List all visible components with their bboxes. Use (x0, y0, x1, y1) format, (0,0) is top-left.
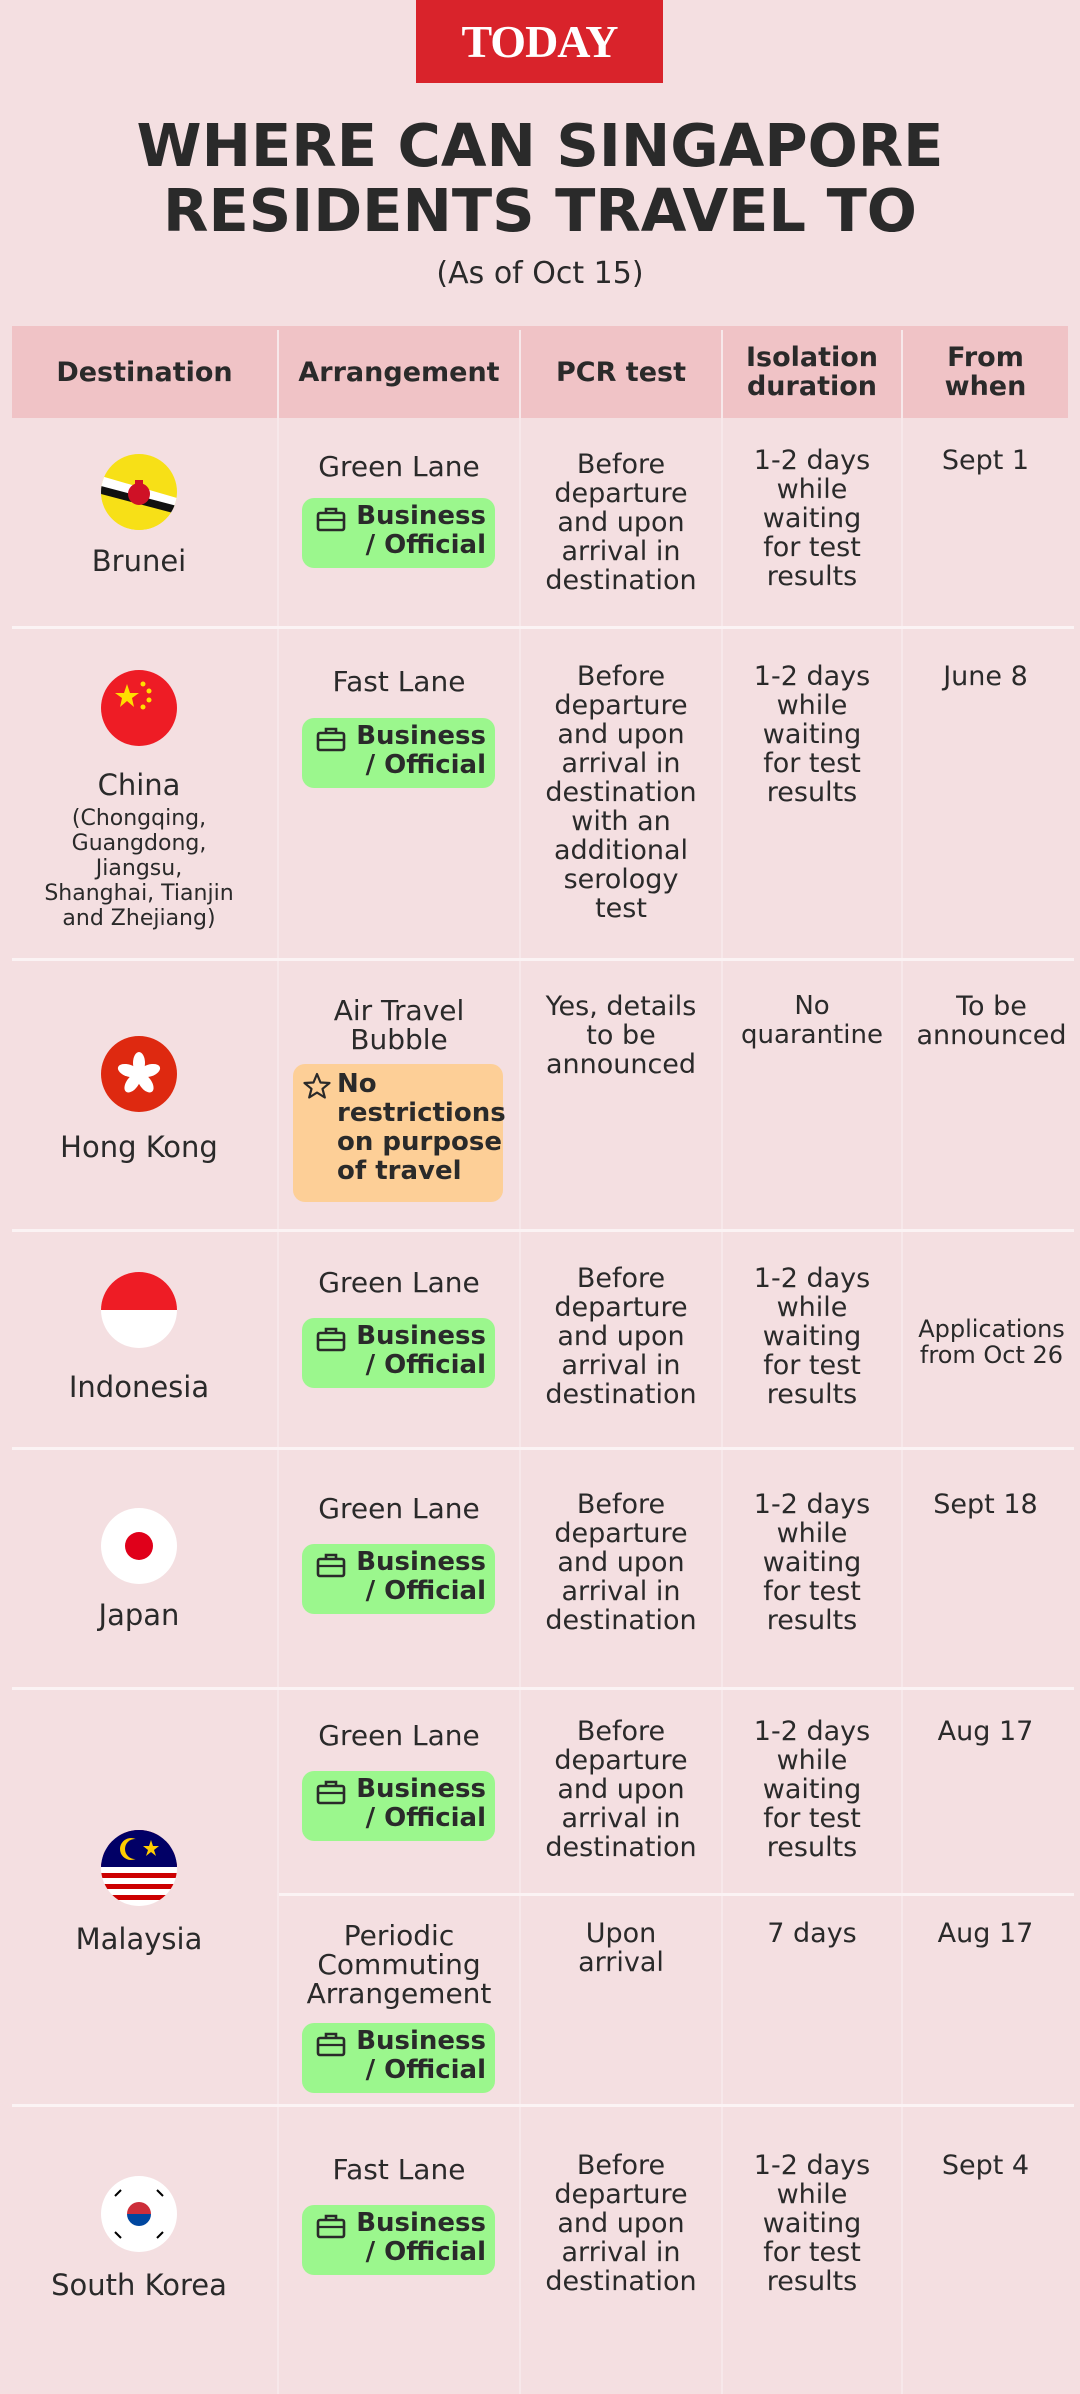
pcr-line: arrival (578, 1947, 664, 1978)
badge-text-line1: Business (356, 1321, 486, 1351)
row-divider (12, 1687, 1074, 1690)
iso-line: waiting (762, 1547, 862, 1578)
business-official-badge (302, 2023, 495, 2093)
badge-text-line1: Business (356, 721, 486, 751)
business-official-badge (302, 1318, 495, 1388)
iso-line: waiting (762, 1321, 862, 1352)
pcr-line: and upon (557, 1321, 685, 1352)
pcr-line: departure (554, 1745, 688, 1776)
pcr-line: arrival in (561, 1803, 681, 1834)
pcr-line: Before (576, 1716, 666, 1747)
isolation-text (723, 1264, 901, 1409)
iso-line: while (776, 474, 848, 505)
iso-line: waiting (762, 503, 862, 534)
china-flag-icon (101, 670, 177, 746)
from-when-text: Aug 17 (937, 1716, 1034, 1747)
pcr-test-text (521, 992, 721, 1079)
iso-line: waiting (762, 1774, 862, 1805)
arrangement-name: Green Lane (318, 1492, 480, 1525)
pcr-line: test (595, 893, 647, 924)
from-when-text (903, 1316, 1080, 1368)
briefcase-icon (316, 1779, 346, 1805)
header-isolation (723, 326, 901, 418)
pcr-line: departure (554, 1292, 688, 1323)
briefcase-icon (316, 2213, 346, 2239)
pcr-line: departure (554, 2179, 688, 2210)
badge-text-line1: Business (356, 1774, 486, 1804)
header-from-line2: when (944, 371, 1027, 402)
header-destination: Destination (56, 356, 233, 388)
page-title (0, 113, 1080, 243)
pcr-line: Before (576, 1489, 666, 1520)
column-divider (277, 330, 279, 2394)
iso-line: results (766, 561, 858, 592)
pcr-line: and upon (557, 507, 685, 538)
country-name: China (97, 768, 181, 802)
pcr-test-text (521, 1919, 721, 1977)
pcr-test-text (521, 1717, 721, 1862)
header-arrangement: Arrangement (298, 356, 500, 388)
iso-line: 1-2 days (753, 1489, 871, 1520)
briefcase-icon (316, 2031, 346, 2057)
arrangement-name: Green Lane (318, 1266, 480, 1299)
iso-line: for test (763, 1803, 861, 1834)
arrangement-line: Commuting (317, 1948, 481, 1981)
from-when-text: Sept 4 (941, 2150, 1030, 2181)
badge-text-line2: / Official (365, 2237, 486, 2267)
iso-line: results (766, 1832, 858, 1863)
southkorea-flag-icon (101, 2176, 177, 2252)
badge-text-line1: Business (356, 1547, 486, 1577)
pcr-line: arrival in (561, 1350, 681, 1381)
isolation-text (723, 1717, 901, 1862)
header-from-line1: From (947, 342, 1024, 373)
briefcase-icon (316, 1552, 346, 1578)
arrangement-name: Green Lane (318, 1719, 480, 1752)
badge-text-line: No (337, 1069, 377, 1099)
region-line: Jiangsu, (95, 856, 183, 881)
arrangement-name: Fast Lane (332, 665, 466, 698)
iso-line: 1-2 days (753, 445, 871, 476)
iso-line: 1-2 days (753, 1263, 871, 1294)
pcr-line: departure (554, 1518, 688, 1549)
badge-text-line2: / Official (365, 1803, 486, 1833)
iso-line: for test (763, 748, 861, 779)
iso-line: 1-2 days (753, 1716, 871, 1747)
pcr-line: Before (576, 661, 666, 692)
header-from-when (903, 326, 1068, 418)
badge-text-line1: Business (356, 2026, 486, 2056)
country-name: Malaysia (75, 1922, 203, 1956)
pcr-line: arrival in (561, 2237, 681, 2268)
badge-text (337, 1070, 506, 1186)
pcr-line: Yes, details (545, 991, 697, 1022)
today-logo (416, 0, 663, 83)
from-line: announced (916, 1020, 1067, 1051)
iso-line: results (766, 2266, 858, 2297)
country-name: Hong Kong (60, 1130, 218, 1164)
from-when-text: June 8 (943, 661, 1028, 692)
pcr-test-text (521, 1490, 721, 1635)
iso-line: while (776, 1518, 848, 1549)
business-official-badge (302, 1771, 495, 1841)
country-name: Japan (98, 1598, 180, 1632)
iso-line: No (794, 991, 830, 1021)
pcr-line: arrival in (561, 536, 681, 567)
pcr-line: with an (571, 806, 671, 837)
pcr-line: Before (576, 2150, 666, 2181)
header-isolation-line1: Isolation (745, 342, 879, 373)
pcr-line: and upon (557, 2208, 685, 2239)
isolation-text (723, 1490, 901, 1635)
business-official-badge (302, 2205, 495, 2275)
arrangement-line: Air Travel (333, 994, 465, 1027)
pcr-line: Before (576, 1263, 666, 1294)
badge-text-line: of travel (337, 1156, 462, 1186)
row-divider (12, 2104, 1074, 2107)
iso-line: while (776, 1292, 848, 1323)
row-divider (12, 958, 1074, 961)
from-when-text (903, 992, 1080, 1050)
pcr-line: to be (586, 1020, 656, 1051)
iso-line: while (776, 1745, 848, 1776)
pcr-line: destination (545, 777, 697, 808)
iso-line: for test (763, 1350, 861, 1381)
pcr-test-text (521, 662, 721, 923)
arrangement-line: Bubble (350, 1023, 448, 1056)
table-header (12, 326, 1068, 418)
hongkong-flag-icon (101, 1036, 177, 1112)
row-divider (12, 626, 1074, 629)
isolation-text (723, 446, 901, 591)
from-line: from Oct 26 (919, 1341, 1064, 1369)
region-line: (Chongqing, (71, 806, 207, 831)
row-divider (12, 1447, 1074, 1450)
iso-line: 1-2 days (753, 2150, 871, 2181)
isolation-text: 7 days (767, 1918, 857, 1949)
country-name: South Korea (51, 2268, 227, 2302)
iso-line: waiting (762, 2208, 862, 2239)
badge-text-line2: / Official (365, 1350, 486, 1380)
iso-line: results (766, 1379, 858, 1410)
arrangement-name: Fast Lane (332, 2153, 466, 2186)
iso-line: while (776, 690, 848, 721)
country-regions (20, 806, 258, 931)
badge-text-line1: Business (356, 2208, 486, 2238)
badge-text-line2: / Official (365, 1576, 486, 1606)
pcr-line: departure (554, 690, 688, 721)
pcr-line: Upon (585, 1918, 657, 1949)
title-line-1: WHERE CAN SINGAPORE (136, 111, 944, 180)
pcr-line: destination (545, 565, 697, 596)
logo-text: TODAY (461, 16, 618, 67)
pcr-line: destination (545, 1605, 697, 1636)
pcr-test-text (521, 450, 721, 595)
from-when-text: Sept 1 (941, 445, 1030, 476)
iso-line: for test (763, 1576, 861, 1607)
iso-line: results (766, 777, 858, 808)
pcr-line: serology (563, 864, 679, 895)
no-restrictions-badge (293, 1064, 506, 1202)
japan-flag-icon (101, 1508, 177, 1584)
isolation-text (723, 2151, 901, 2296)
row-divider (12, 1229, 1074, 1232)
pcr-test-text (521, 1264, 721, 1409)
from-line: To be (956, 991, 1027, 1022)
business-official-badge (302, 1544, 495, 1614)
indonesia-flag-icon (101, 1272, 177, 1348)
iso-line: 1-2 days (753, 661, 871, 692)
from-when-text: Aug 17 (937, 1918, 1034, 1949)
iso-line: for test (763, 2237, 861, 2268)
malaysia-flag-icon (101, 1830, 177, 1906)
title-line-2: RESIDENTS TRAVEL TO (163, 176, 917, 245)
iso-line: while (776, 2179, 848, 2210)
star-icon (303, 1072, 331, 1100)
pcr-line: announced (545, 1049, 697, 1080)
arrangement-line: Arrangement (306, 1977, 492, 2010)
region-line: and Zhejiang) (62, 906, 216, 931)
region-line: Shanghai, Tianjin (44, 881, 234, 906)
pcr-line: departure (554, 478, 688, 509)
pcr-line: arrival in (561, 1576, 681, 1607)
isolation-text (723, 662, 901, 807)
row-divider (279, 1893, 1074, 1896)
pcr-line: Before (576, 449, 666, 480)
region-line: Guangdong, (71, 831, 207, 856)
business-official-badge (302, 498, 495, 568)
iso-line: quarantine (741, 1020, 883, 1050)
briefcase-icon (316, 726, 346, 752)
briefcase-icon (316, 1326, 346, 1352)
arrangement-line: Periodic (343, 1919, 455, 1952)
from-line: Applications (918, 1315, 1065, 1343)
pcr-test-text (521, 2151, 721, 2296)
arrangement-name (279, 1921, 519, 2008)
arrangement-name: Green Lane (318, 450, 480, 483)
country-name: Brunei (91, 544, 187, 578)
business-official-badge (302, 718, 495, 788)
pcr-line: and upon (557, 1774, 685, 1805)
badge-text-line2: / Official (365, 750, 486, 780)
badge-text-line1: Business (356, 501, 486, 531)
badge-text-line: restrictions (337, 1098, 506, 1128)
pcr-line: and upon (557, 719, 685, 750)
pcr-line: destination (545, 1832, 697, 1863)
pcr-line: additional (553, 835, 689, 866)
pcr-line: destination (545, 2266, 697, 2297)
badge-text-line: on purpose (337, 1127, 502, 1157)
iso-line: waiting (762, 719, 862, 750)
header-pcr: PCR test (556, 356, 686, 388)
pcr-line: arrival in (561, 748, 681, 779)
arrangement-name (279, 996, 519, 1054)
country-name: Indonesia (68, 1370, 210, 1404)
pcr-line: destination (545, 1379, 697, 1410)
iso-line: for test (763, 532, 861, 563)
pcr-line: and upon (557, 1547, 685, 1578)
subtitle: (As of Oct 15) (436, 256, 644, 291)
isolation-text (723, 992, 901, 1050)
brunei-flag-icon (101, 454, 177, 530)
badge-text-line2: / Official (365, 2055, 486, 2085)
badge-text-line2: / Official (365, 530, 486, 560)
from-when-text: Sept 18 (933, 1489, 1038, 1520)
iso-line: results (766, 1605, 858, 1636)
header-isolation-line2: duration (746, 371, 878, 402)
briefcase-icon (316, 506, 346, 532)
